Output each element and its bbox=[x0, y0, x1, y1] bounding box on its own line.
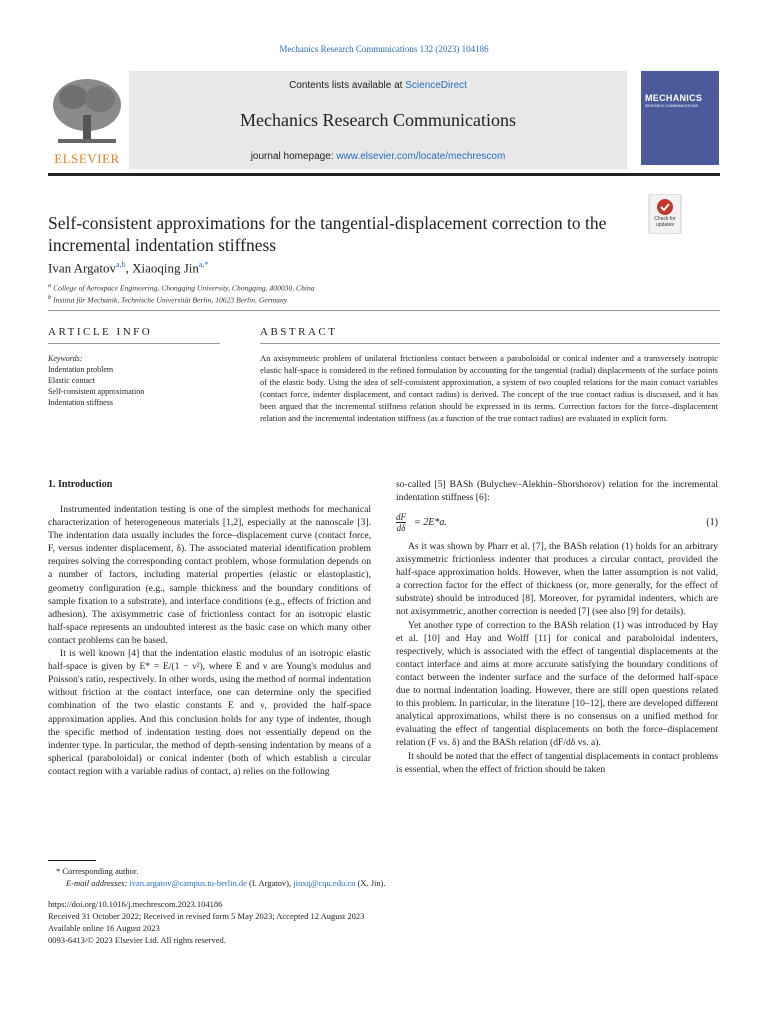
elsevier-tree-icon bbox=[48, 71, 126, 169]
info-rule bbox=[48, 343, 220, 344]
intro-paragraph-5: Yet another type of correction to the BASh relation (1) was introduced by Hay et al. [10] and Hay and Wolff [11] for conical and paraboloidal indenters, respectively, which is associated with the effect of tangential displacements at the contact interface and aims at more accurate satisfying the boundary conditions of contact between the indenter surface and the surface of the deformed half-space due to normal indentation loading. However, there are still open questions related to this problem. In particular, in the literature [10–12], there are developed different analytical approximations, whilst there is no consensus on a unified method for evaluating the effect of tangential displacements on both the force–displacement relation (F vs. δ) and the BASh relation (dF/dδ vs. a). bbox=[396, 619, 718, 749]
eq-denominator: dδ bbox=[396, 523, 406, 533]
publisher-name: ELSEVIER bbox=[54, 151, 120, 166]
abstract-text: An axisymmetric problem of unilateral frictionless contact between a paraboloidal or conical indenter and a transversely isotropic elastic half-space is considered in the refined formulation by accounting for the tangential (radial) displacements of the surface points of the elastic body. Using the idea of self-consistent approximation, a system of two coupled relations for the main contact variables (contact force, indenter displacement, and contact radius) is derived. The concept of the true contact radius is discussed, and it has been argued that the incremental stiffness relation should be expressed in its terms. Correction factors for the force–displacement relation and the incremental indentation stiffness (as a function of the true contact radius) are evaluated in explicit form. bbox=[260, 353, 718, 424]
journal-title: Mechanics Research Communications bbox=[240, 110, 516, 130]
intro-paragraph-2: It is well known [4] that the indentation elastic modulus of an isotropic elastic half-space is given by E* = E/(1 − ν²), where E and ν are Young's modulus and Poisson's ratio, respectively. In other words, using the method of normal indentation without friction at the contact interface, one can determine only the specified combination of the two elastic constants E and ν, provided the half-space approximation applies. And this conclusion holds for any type of indenter, though the specific method of indentation testing does not essentially depend on the indenter type. In particular, the method of depth-sensing indentation by means of a spherical (paraboloidal) or conical indenter (both of which establish a circular contact region with a variable radius of contact, a) relies on the following bbox=[48, 648, 371, 777]
intro-paragraph-3: so-called [5] BASh (Bulychev–Alekhin–Shorshorov) relation for the incremental indentation stiffness [6]: bbox=[396, 479, 718, 504]
email1-owner: (I. Argatov), bbox=[246, 878, 294, 888]
elsevier-logo bbox=[48, 71, 126, 169]
header-rule bbox=[48, 173, 720, 176]
sciencedirect-link[interactable]: ScienceDirect bbox=[405, 80, 467, 91]
email-line bbox=[66, 878, 386, 888]
affiliation-b bbox=[48, 294, 287, 305]
cover-subtitle: RESEARCH COMMUNICATIONS bbox=[645, 104, 698, 108]
keyword-item: Elastic contact bbox=[48, 376, 95, 385]
affiliation-a bbox=[48, 282, 315, 293]
author-separator: , bbox=[125, 260, 133, 276]
affiliation-b-mark: b bbox=[48, 294, 52, 301]
affiliation-b-text: Institut für Mechanik, Technische Universität Berlin, 10623 Berlin, Germany bbox=[53, 295, 288, 305]
eq-number: (1) bbox=[706, 517, 718, 528]
intro-paragraph-1: Instrumented indentation testing is one of the simplest methods for mechanical characterization of heterogeneous materials [1,2], especially at the nanoscale [3]. The indentation data usually includes the force–displacement curve (contact force, F, versus indenter displacement, δ). The associated material identification problem requires solving the corresponding contact problem, whose formulation depends on a number of factors, including material properties (elastic or elastoplastic), geometry configuration (e.g., sample thickness and the boundary conditions of sample fixation to a substrate), and interface conditions (e.g., effects of friction and adhesion). The axisymmetric case of frictionless contact for an isotropic elastic half-space represents an undoubted interest as the basic case on which many other contact problems can be based. bbox=[48, 504, 371, 646]
keywords-label: Keywords: bbox=[48, 354, 83, 363]
equation-1 bbox=[396, 512, 718, 534]
keyword-item: Self-consistent approximation bbox=[48, 387, 145, 396]
check-updates-icon bbox=[645, 194, 685, 234]
author2-affiliation-mark[interactable]: a,* bbox=[198, 260, 209, 269]
cover-title: MECHANICS bbox=[645, 93, 703, 103]
author-argatov[interactable]: Ivan Argatov bbox=[48, 260, 116, 276]
abstract-heading: ABSTRACT bbox=[260, 326, 338, 338]
contents-line bbox=[129, 80, 627, 91]
journal-homepage-line bbox=[129, 151, 627, 162]
journal-cover[interactable] bbox=[641, 71, 719, 165]
corresponding-author-note: * Corresponding author. bbox=[56, 866, 139, 876]
right-column bbox=[396, 540, 718, 776]
contents-prefix: Contents lists available at bbox=[289, 80, 406, 91]
email-argatov-link[interactable]: ivan.argatov@campus.tu-berlin.de bbox=[129, 878, 247, 888]
affiliation-a-mark: a bbox=[48, 282, 52, 289]
keyword-item: Indentation problem bbox=[48, 365, 114, 374]
affiliation-a-text: College of Aerospace Engineering, Chongqing University, Chongqing, 400030, China bbox=[53, 283, 315, 293]
received-dates: Received 31 October 2022; Received in revised form 5 May 2023; Accepted 12 August 2023 bbox=[48, 911, 365, 921]
email-label: E-mail addresses: bbox=[66, 878, 130, 888]
keywords-block bbox=[48, 353, 144, 408]
author-jin[interactable]: Xiaoqing Jin bbox=[132, 260, 199, 276]
check-updates-label: Check for updates bbox=[654, 216, 676, 228]
article-title: Self-consistent approximations for the tangential-displacement correction to the incremental indentation stiffness bbox=[48, 213, 607, 255]
available-online: Available online 16 August 2023 bbox=[48, 923, 160, 933]
keyword-item: Indentation stiffness bbox=[48, 398, 113, 407]
author1-affiliation-mark[interactable]: a,b bbox=[116, 260, 126, 269]
right-column-top bbox=[396, 478, 718, 504]
email-jin-link[interactable]: jinxq@cqu.edu.cn bbox=[293, 878, 356, 888]
authors bbox=[48, 260, 208, 276]
intro-heading: 1. Introduction bbox=[48, 479, 113, 490]
homepage-link[interactable]: www.elsevier.com/locate/mechrescom bbox=[336, 151, 506, 162]
doi-link[interactable]: https://doi.org/10.1016/j.mechrescom.2023.104186 bbox=[48, 899, 223, 909]
article-info-heading: ARTICLE INFO bbox=[48, 326, 153, 338]
eq-rhs: = 2E*a. bbox=[414, 517, 447, 528]
intro-paragraph-4: As it was shown by Pharr et al. [7], the BASh relation (1) holds for an arbitrary axisymmetric frictionless indenter that produces a circular contact, provided the half-space approximation holds. However, when the latter assumption is not valid, a correction factor for the effect of thickness (or, more generally, for the effect of substrate) should be introduced [8]. Moreover, for pyramidal indenters, which are not axisymmetric, another correction is needed [7] (see also [9] for details). bbox=[396, 541, 718, 618]
footnote-rule bbox=[48, 860, 96, 861]
copyright: 0093-6413/© 2023 Elsevier Ltd. All rights reserved. bbox=[48, 935, 226, 945]
abstract-rule bbox=[260, 343, 720, 344]
homepage-prefix: journal homepage: bbox=[250, 151, 337, 162]
intro-paragraph-6: It should be noted that the effect of tangential displacements in contact problems is essential, when the effect of friction should be taken bbox=[396, 750, 718, 775]
left-column bbox=[48, 503, 371, 778]
eq-numerator: dF bbox=[396, 512, 406, 522]
info-top-rule bbox=[48, 310, 720, 311]
email2-owner: (X. Jin). bbox=[355, 878, 386, 888]
check-for-updates-badge[interactable] bbox=[645, 194, 685, 234]
journal-reference[interactable]: Mechanics Research Communications 132 (2023) 104186 bbox=[279, 44, 489, 54]
